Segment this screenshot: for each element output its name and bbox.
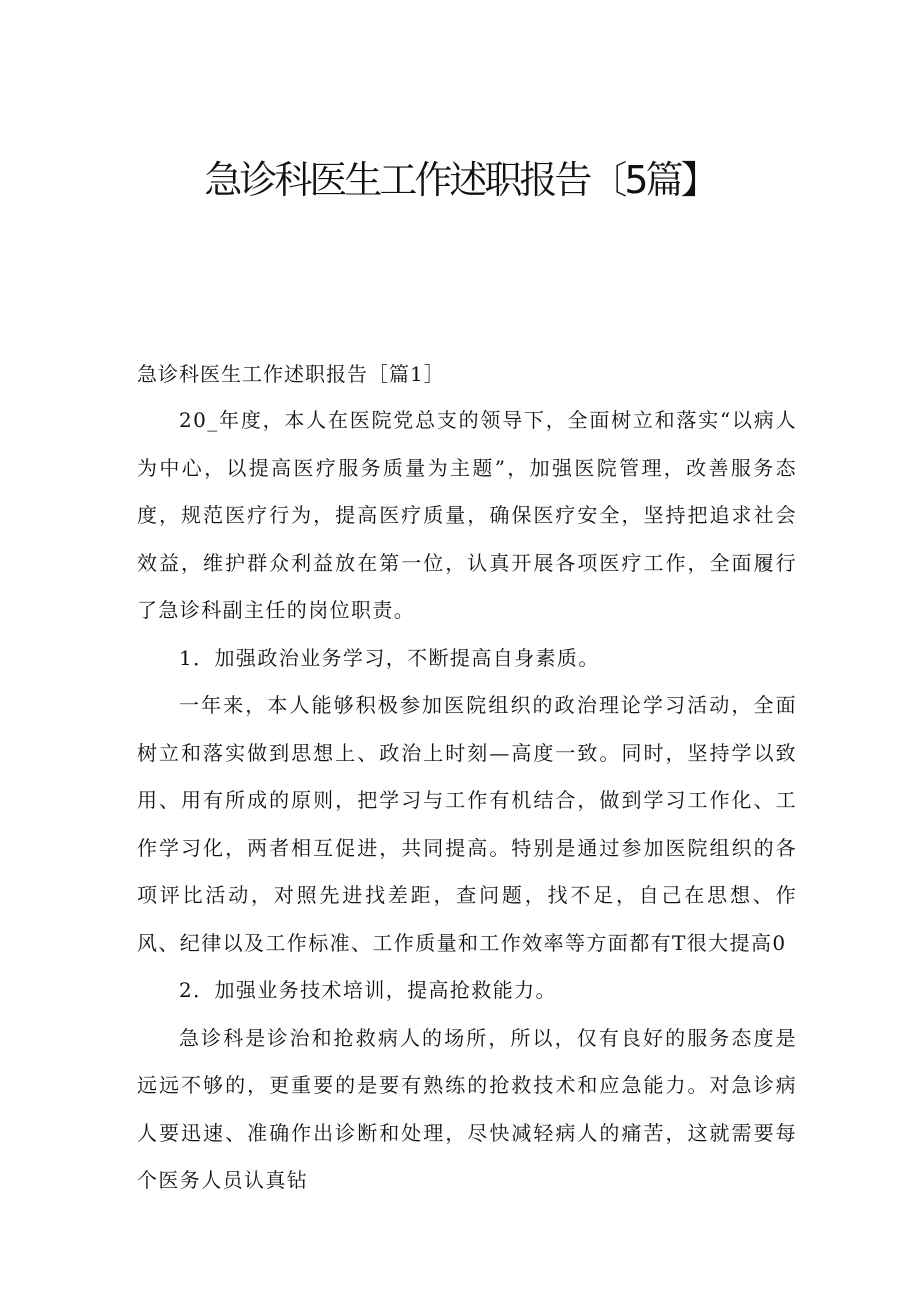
section-heading: 急诊科医生工作述职报告［篇1］	[137, 362, 445, 386]
document-title: 急诊科医生工作述职报告〔5篇】	[204, 158, 716, 202]
document-body	[137, 352, 797, 1205]
paragraph-intro: 20_年度，本人在医院党总支的领导下，全面树立和落实“以病人为中心，以提高医疗服务质量为主题”，加强医院管理，改善服务态度，规范医疗行为，提高医疗质量，确保医疗安全，坚持把追求社会效益，维护群众利益放在第一位，认真开展各项医疗工作，全面履行了急诊科副主任的岗位职责。	[137, 408, 797, 622]
paragraph-item-1-heading: 1．加强政治业务学习，不断提高自身素质。	[179, 645, 600, 670]
paragraph-item-1-body: 一年来，本人能够积极参加医院组织的政治理论学习活动，全面树立和落实做到思想上、政治上时刻—高度一致。同时，坚持学以致用、用有所成的原则，把学习与工作有机结合，做到学习工作化、工作学习化，两者相互促进，共同提高。特别是通过参加医院组织的各项评比活动，对照先进找差距，查问题，找不足，自己在思想、作风、纪律以及工作标准、工作质量和工作效率等方面都有T很大提高0	[137, 693, 797, 955]
paragraph-item-2-body: 急诊科是诊治和抢救病人的场所，所以，仅有良好的服务态度是远远不够的，更重要的是要有熟练的抢救技术和应急能力。对急诊病人要迅速、准确作出诊断和处理，尽快减轻病人的痛苦，这就需要每个医务人员认真钻	[137, 1025, 797, 1192]
paragraph-item-2-heading: 2．加强业务技术培训，提高抢救能力。	[179, 978, 557, 1002]
